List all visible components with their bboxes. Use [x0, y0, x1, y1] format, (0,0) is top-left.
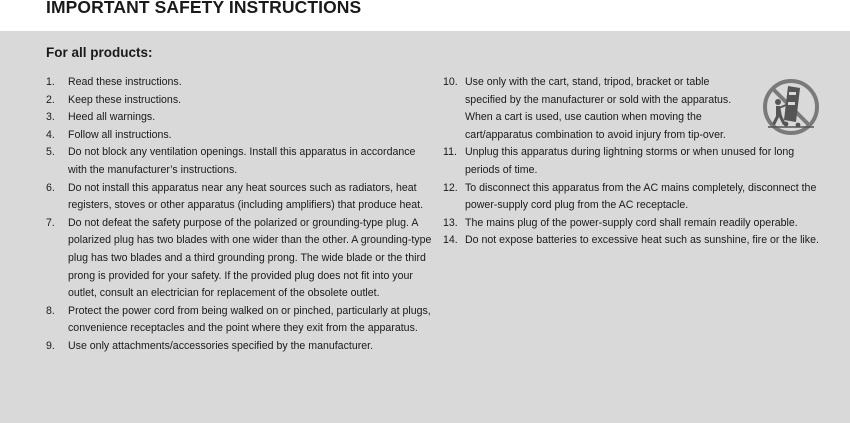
item-text: Do not block any ventilation openings. Install this apparatus in accordance with the manufacturer’s instructions. — [68, 146, 416, 176]
list-item — [46, 109, 436, 127]
list-item — [46, 303, 436, 338]
item-text: Use only attachments/accessories specified by the manufacturer. — [68, 339, 374, 352]
list-item — [46, 180, 436, 215]
item-text: Do not defeat the safety purpose of the polarized or grounding-type plug. A polarized plug has two blades with one wider than the other. A grounding-type plug has two blades and a third grounding prong. The wide blade or the third prong is provided for your safety. If the provided plug does not fit into your outlet, consult an electrician for replacement of the obsolete outlet. — [68, 216, 432, 300]
list-item — [46, 144, 436, 179]
item-number: 14. — [443, 234, 458, 247]
list-item — [46, 338, 436, 356]
item-number: 3. — [46, 111, 55, 124]
list-item — [46, 215, 436, 303]
item-number: 4. — [46, 128, 55, 141]
item-text: Do not expose batteries to excessive heat such as sunshine, fire or the like. — [465, 234, 819, 247]
cart-tip-over-warning-icon — [762, 78, 820, 136]
list-item — [443, 232, 828, 250]
item-number: 13. — [443, 216, 458, 229]
page-title: IMPORTANT SAFETY INSTRUCTIONS — [46, 0, 362, 17]
item-text: Do not install this apparatus near any heat sources such as radiators, heat registers, stoves or other apparatus (including amplifiers) that produce heat. — [68, 181, 424, 212]
item-text: The mains plug of the power-supply cord shall remain readily operable. — [465, 216, 798, 229]
item-number: 11. — [443, 146, 457, 159]
item-number: 10. — [443, 76, 458, 88]
item-number: 9. — [46, 339, 55, 352]
item-text: Follow all instructions. — [68, 128, 172, 141]
item-text: Read these instructions. — [68, 76, 182, 88]
item-text: Heed all warnings. — [68, 111, 156, 124]
list-item — [443, 144, 828, 179]
item-number: 2. — [46, 93, 55, 106]
list-item — [46, 92, 436, 110]
item-number: 5. — [46, 146, 55, 159]
item-text: Protect the power cord from being walked on or pinched, particularly at plugs, convenience receptacles and the point where they exit from the apparatus. — [68, 304, 431, 335]
item-text: To disconnect this apparatus from the AC mains completely, disconnect the power-supply cord plug from the AC receptacle. — [465, 181, 817, 212]
item-text: Unplug this apparatus during lightning storms or when unused for long periods of time. — [465, 146, 795, 176]
item-number: 12. — [443, 181, 458, 194]
list-item — [46, 127, 436, 145]
list-item — [443, 180, 828, 215]
instructions-list-left — [46, 74, 436, 356]
section-heading: For all products: — [46, 45, 153, 60]
list-item — [46, 74, 436, 92]
item-number: 7. — [46, 216, 55, 229]
instructions-panel — [0, 31, 850, 423]
item-number: 8. — [46, 304, 55, 317]
item-text: Keep these instructions. — [68, 93, 182, 106]
list-item — [443, 215, 828, 233]
item-text: Use only with the cart, stand, tripod, bracket or table specified by the manufacturer or sold with the apparatus. When a cart is used, use caution when moving the cart/apparatus combination to avoid injury from tip-over. — [465, 76, 732, 141]
item-number: 1. — [46, 76, 55, 88]
item-number: 6. — [46, 181, 55, 194]
